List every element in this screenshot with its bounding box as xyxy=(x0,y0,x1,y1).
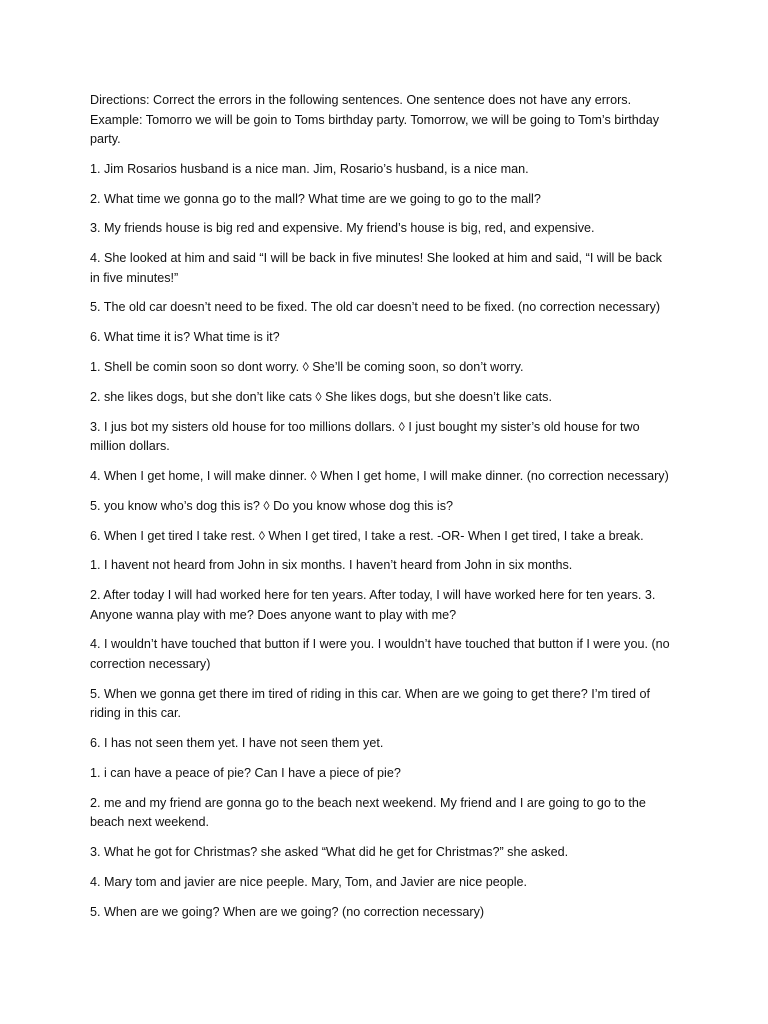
sentence-paragraph: 2. After today I will had worked here for ten years. After today, I will have worked here for ten years. 3. Anyone wanna play with me? Does anyone want to play with me? xyxy=(90,588,656,622)
document-page xyxy=(90,91,672,932)
sentence-paragraph: 1. Shell be comin soon so dont worry. ◊ She’ll be coming soon, so don’t worry. xyxy=(90,360,524,375)
sentence-paragraph: 3. My friends house is big red and expensive. My friend’s house is big, red, and expensive. xyxy=(90,221,595,236)
sentence-paragraph: 4. When I get home, I will make dinner. ◊ When I get home, I will make dinner. (no correction necessary) xyxy=(90,468,669,483)
sentence-paragraph: 1. i can have a peace of pie? Can I have a piece of pie? xyxy=(90,765,401,780)
sentence-paragraph: 6. When I get tired I take rest. ◊ When I get tired, I take a rest. -OR- When I get tired, I take a break. xyxy=(90,528,644,543)
sentence-paragraph: 5. you know who’s dog this is? ◊ Do you know whose dog this is? xyxy=(90,498,454,513)
sentence-paragraph: 2. me and my friend are gonna go to the beach next weekend. My friend and I are going to go to the beach next weekend. xyxy=(90,795,646,830)
sentence-paragraph: 2. What time we gonna go to the mall? What time are we going to go to the mall? xyxy=(90,191,541,206)
sentence-paragraph: 5. When are we going? When are we going? (no correction necessary) xyxy=(90,904,485,919)
sentence-paragraph: 5. When we gonna get there im tired of riding in this car. When are we going to get there? I’m tired of riding in this car. xyxy=(90,686,651,721)
sentence-paragraph: 4. She looked at him and said “I will be back in five minutes! She looked at him and said, “I will be back in five minutes!” xyxy=(90,251,662,285)
sentence-paragraph: 3. I jus bot my sisters old house for too millions dollars. ◊ I just bought my sister’s old house for two million dollars. xyxy=(90,419,640,454)
sentence-paragraph: 4. I wouldn’t have touched that button if I were you. I wouldn’t have touched that button if I were you. (no correction necessary) xyxy=(90,637,670,671)
sentence-paragraph: 1. I havent not heard from John in six months. I haven’t heard from John in six months. xyxy=(90,558,573,573)
sentence-paragraph: 5. The old car doesn’t need to be fixed. The old car doesn’t need to be fixed. (no correction necessary) xyxy=(90,300,661,315)
sentence-paragraph: 6. I has not seen them yet. I have not seen them yet. xyxy=(90,736,384,751)
directions-paragraph: Directions: Correct the errors in the following sentences. One sentence does not have any errors. Example: Tomorro we will be goin to Toms birthday party. Tomorrow, we will be going to Tom’s birthday party. xyxy=(90,93,660,146)
sentence-paragraph: 6. What time it is? What time is it? xyxy=(90,330,280,345)
sentence-paragraph: 2. she likes dogs, but she don’t like cats ◊ She likes dogs, but she doesn’t like cats. xyxy=(90,389,552,404)
sentence-paragraph: 3. What he got for Christmas? she asked “What did he get for Christmas?” she asked. xyxy=(90,844,569,859)
sentence-paragraph: 4. Mary tom and javier are nice peeple. Mary, Tom, and Javier are nice people. xyxy=(90,874,528,889)
sentence-paragraph: 1. Jim Rosarios husband is a nice man. Jim, Rosario’s husband, is a nice man. xyxy=(90,161,529,176)
